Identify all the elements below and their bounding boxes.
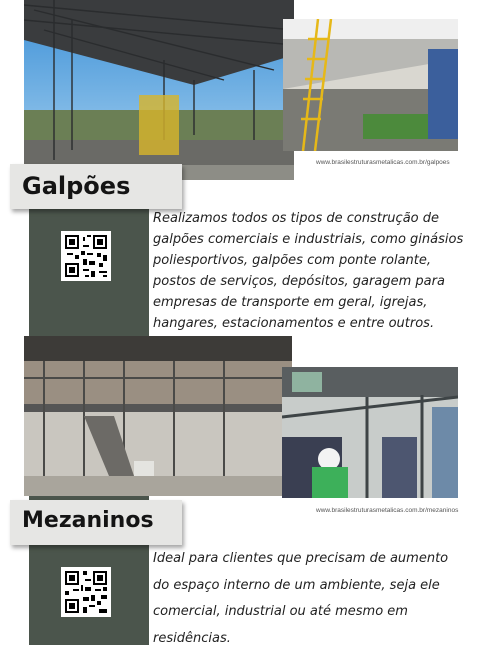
mezaninos-title-box bbox=[10, 500, 182, 545]
mezaninos-url[interactable]: www.brasilestruturasmetalicas.com.br/mezaninos bbox=[316, 507, 471, 514]
galpoes-photo-secondary bbox=[283, 19, 458, 151]
galpoes-qr-code-icon[interactable] bbox=[61, 231, 111, 281]
galpoes-description-line: poliesportivos, galpões com ponte rolante, bbox=[153, 250, 473, 271]
mezaninos-title: Mezaninos bbox=[22, 508, 154, 533]
mezaninos-description-line: do espaço interno de um ambiente, seja ele bbox=[153, 573, 473, 600]
galpoes-photo-main bbox=[24, 0, 294, 180]
galpoes-description-line: hangares, estacionamentos e entre outros. bbox=[153, 313, 473, 334]
mezaninos-photo-secondary bbox=[282, 367, 458, 498]
galpoes-description-line: postos de serviços, depósitos, garagem para bbox=[153, 271, 473, 292]
galpoes-title: Galpões bbox=[22, 172, 130, 200]
galpoes-url[interactable]: www.brasilestruturasmetalicas.com.br/galpoes bbox=[316, 159, 466, 166]
galpoes-description-line: empresas de transporte em geral, igrejas, bbox=[153, 292, 473, 313]
galpoes-description-line: Realizamos todos os tipos de construção de bbox=[153, 208, 473, 229]
mezaninos-description-line: comercial, industrial ou até mesmo em bbox=[153, 599, 473, 626]
galpoes-title-box bbox=[10, 164, 182, 209]
mezaninos-description-line: residências. bbox=[153, 626, 473, 652]
mezaninos-side-panel bbox=[29, 470, 149, 645]
galpoes-description bbox=[153, 208, 473, 334]
galpoes-description-line: galpões comerciais e industriais, como ginásios bbox=[153, 229, 473, 250]
mezaninos-description-line: Ideal para clientes que precisam de aumento bbox=[153, 546, 473, 573]
mezaninos-description bbox=[153, 546, 473, 652]
mezaninos-qr-code-icon[interactable] bbox=[61, 567, 111, 617]
mezaninos-photo-main bbox=[24, 336, 292, 496]
